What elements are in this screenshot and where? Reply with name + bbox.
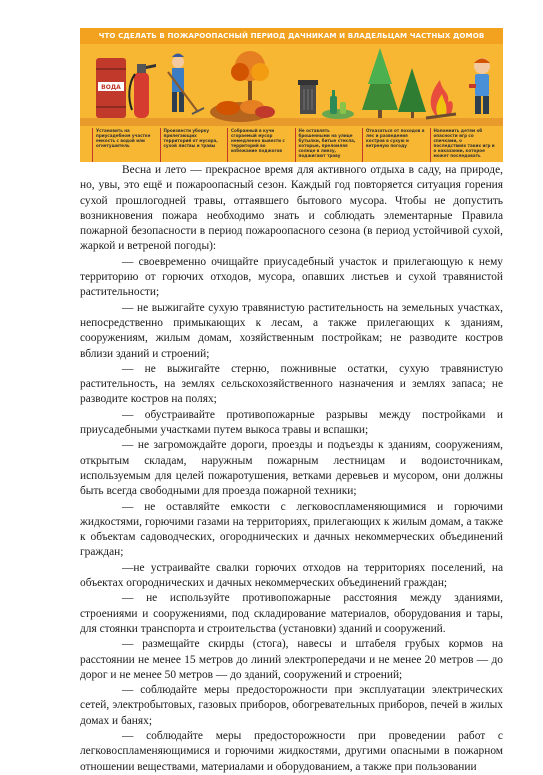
rule-paragraph: — обустраивайте противопожарные разрывы между постройками и приусадебными участками путем выкоса травы и вспашки;	[80, 408, 503, 437]
forest-icon	[362, 48, 426, 118]
banner-column: Собранный в кучи сгораемый мусор немедленно вывезти с территорий во избежание поджогов	[227, 128, 295, 162]
rule-paragraph: — не выжигайте сухую травянистую растительность на земельных участках, непосредственно примыкающих к лесам, а также прилегающих к зданиям, сооружениям, жилым домам, хозяйственным постройкам; не разводите костров вблизи зданий и строений;	[80, 301, 503, 360]
banner-illustration	[80, 44, 503, 126]
barrel-label: ВОДА	[101, 84, 121, 91]
glass-bottle-icon	[322, 90, 354, 119]
campfire-icon	[426, 80, 456, 118]
rule-paragraph: — не оставляйте емкости с легковоспламеняющимися и горючими жидкостями, горючими газами на территориях, прилегающих к жилым домам, а также к объектам садоводческих, огороднических и дачных некоммерческих объединений граждан;	[80, 500, 503, 559]
banner-column: Установить на приусадебном участке емкость с водой или огнетушитель	[92, 128, 160, 162]
ground-strip	[80, 118, 503, 126]
fire-extinguisher-icon	[129, 64, 156, 118]
banner-column: Отказаться от походов в лес и разведения костров в сухую и ветреную погоду	[362, 128, 430, 162]
person-raking-icon	[168, 54, 204, 115]
article-body	[80, 163, 503, 775]
rule-paragraph: — соблюдайте меры предосторожности при проведении работ с легковоспламеняющимися и горючими жидкостями, другими опасными в пожарном отношении веществами, материалами и оборудованием, а также при пользовании	[80, 729, 503, 773]
banner-column: Не оставлять брошенными на улице бутылки, битые стекла, которые, преломляя солнце в линзу, поджигают траву	[295, 128, 363, 162]
rule-paragraph: —не устраивайте свалки горючих отходов на территориях поселений, на объектах огороднических и дачных некоммерческих объединений граждан;	[80, 561, 503, 590]
banner-column: Напомнить детям об опасности игр со спичками, о последствиях таких игр и о наказании, которое может последовать	[430, 128, 498, 162]
rule-paragraph: — размещайте скирды (стога), навесы и штабеля грубых кормов на расстоянии не менее 15 метров до линий электропередачи и не менее 20 метров — до дорог и не менее 50 метров — до зданий, сооружений и строений;	[80, 638, 503, 681]
rule-paragraph: — не выжигайте стерню, пожнивные остатки, сухую травянистую растительность, на землях сельскохозяйственного назначения и землях запаса; не разводите костров на полях;	[80, 362, 503, 406]
rule-paragraph: — соблюдайте меры предосторожности при эксплуатации электрических сетей, электробытовых, газовых приборов, обогревательных приборов, печей в жилых домах и банях;	[80, 684, 503, 727]
rule-paragraph: — не загромождайте дороги, проезды и подъезды к зданиям, сооружениям, открытым складам, наружным пожарным лестницам и водоисточникам, используемым для целей пожаротушения, ветками деревьев и мусором, они должны быть всегда свободными для проезда пожарной техники;	[80, 439, 503, 498]
rule-paragraph: — своевременно очищайте приусадебный участок и прилегающую к нему территорию от горючих отходов, мусора, опавших листьев и сухой травянистой растительности;	[80, 255, 503, 299]
water-barrel-icon	[96, 58, 126, 118]
banner-column: Произвести уборку прилегающих территорий от мусора, сухой листвы и травы	[160, 128, 228, 162]
fire-safety-banner	[80, 28, 503, 162]
trash-bin-icon	[298, 80, 318, 114]
leaf-pile-icon	[210, 51, 275, 122]
banner-columns	[92, 128, 497, 162]
banner-title: ЧТО СДЕЛАТЬ В ПОЖАРООПАСНЫЙ ПЕРИОД ДАЧНИКАМ И ВЛАДЕЛЬЦАМ ЧАСТНЫХ ДОМОВ	[80, 28, 503, 44]
intro-paragraph: Весна и лето — прекрасное время для активного отдыха в саду, на природе, но, увы, это ещё и пожароопасный сезон. Каждый год повторяется ситуация горения сухой прошлогодней травы, оттаявшего бытового мусора. Чтобы не допустить возникновения пожара необходимо знать и соблюдать элементарные Правила пожарной безопасности в период пожароопасного сезона (в период устойчивой сухой, жаркой и ветреной погоды):	[80, 164, 503, 253]
rule-paragraph: — не используйте противопожарные расстояния между зданиями, строениями и сооружениями, под складирование материалов, оборудования и тары, для стоянки транспорта и строительства (установки) зданий и сооружений.	[80, 592, 503, 635]
child-icon	[469, 58, 490, 114]
